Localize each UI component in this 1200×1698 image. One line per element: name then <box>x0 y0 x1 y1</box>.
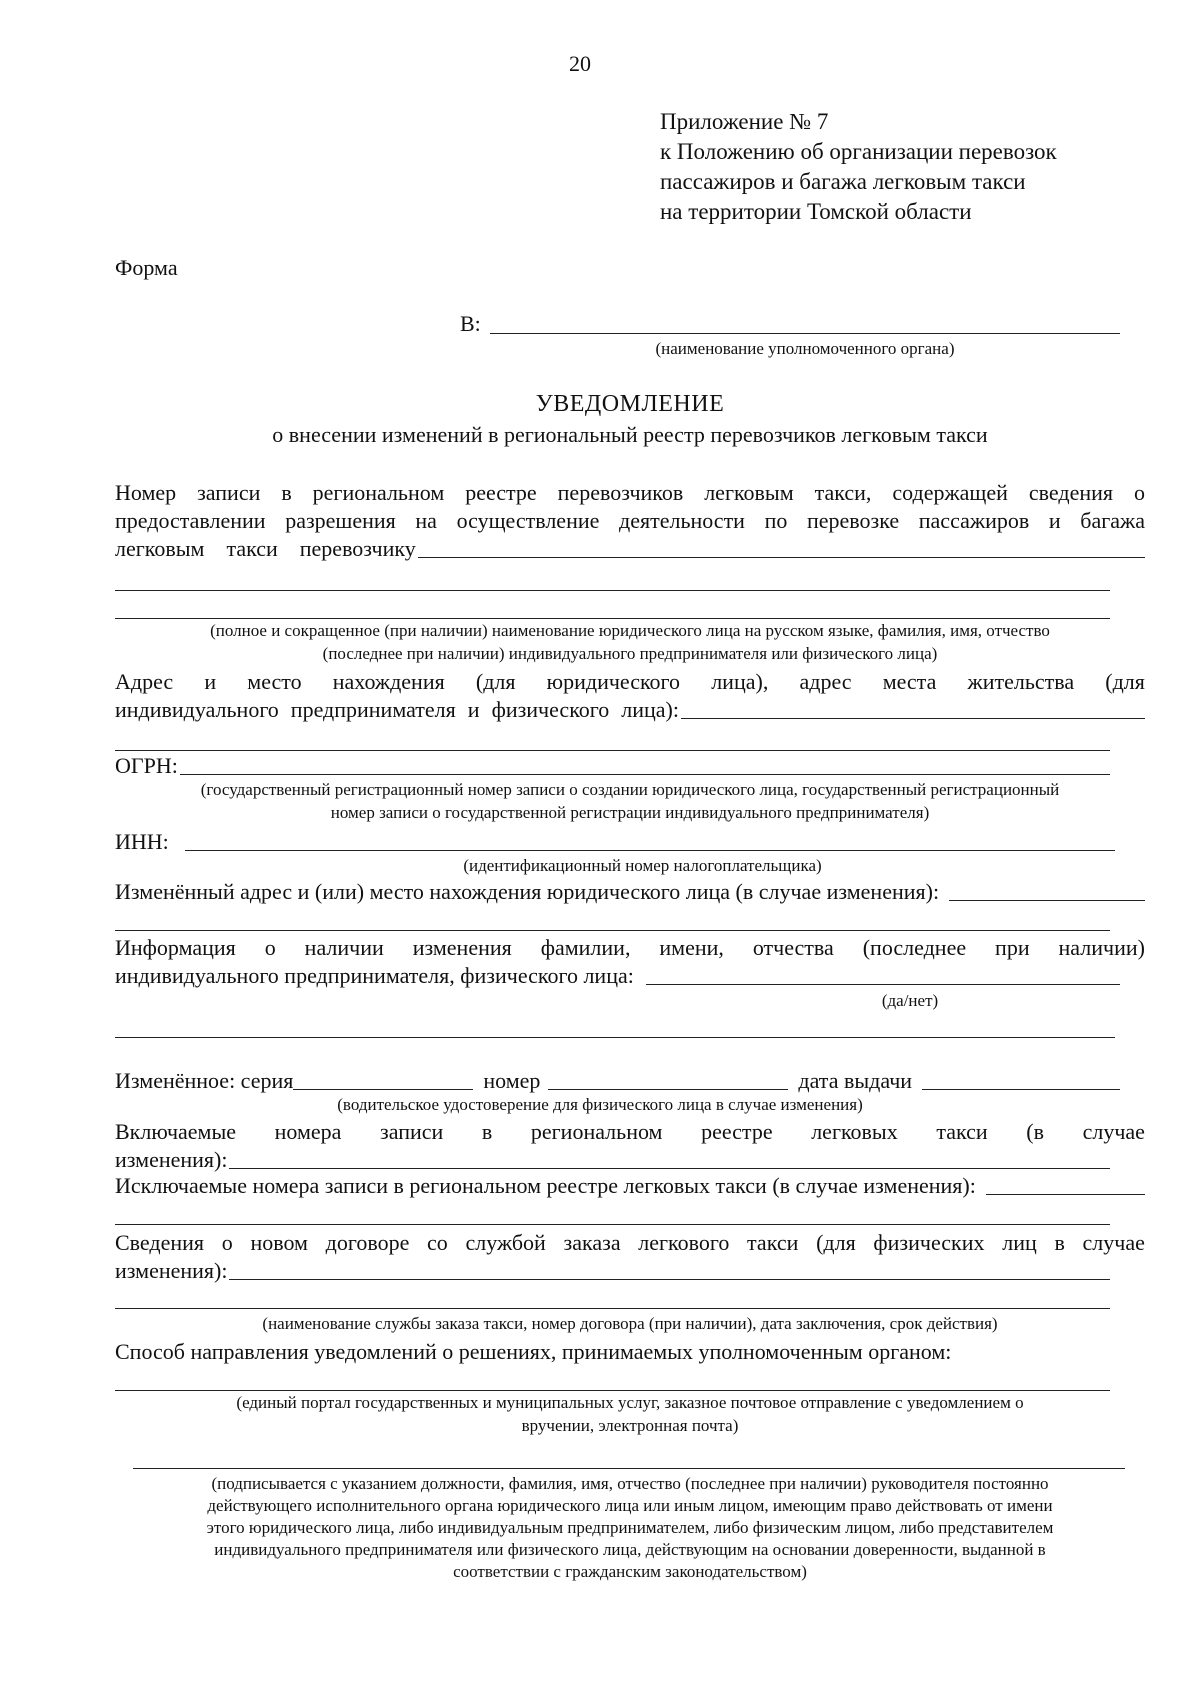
excluded-extra-line[interactable] <box>115 1224 1110 1225</box>
delivery-field-line[interactable] <box>115 1390 1110 1391</box>
address-field-row: индивидуального предпринимателя и физического лица): <box>115 699 1145 721</box>
appendix-line-2: к Положению об организации перевозок <box>660 139 1057 164</box>
delivery-caption-1: (единый портал государственных и муниципальных услуг, заказное почтовое отправление с уведомлением о <box>236 1393 1024 1412</box>
contract-row: изменения): <box>115 1260 1110 1282</box>
address-extra-line[interactable] <box>115 750 1110 751</box>
license-date-label: дата выдачи <box>798 1068 913 1093</box>
changed-address-row <box>115 881 1145 903</box>
signature-caption-4: индивидуального предпринимателя или физического лица, действующим на основании доверенности, выданной в <box>214 1540 1046 1559</box>
contract-caption: (наименование службы заказа такси, номер договора (при наличии), дата заключения, срок действия) <box>262 1314 998 1333</box>
document-title: УВЕДОМЛЕНИЕ <box>535 391 725 417</box>
record-number-line-1: Номер записи в региональном реестре перевозчиков легковым такси, содержащей сведения о <box>115 480 1145 505</box>
carrier-extra-line-2[interactable] <box>115 618 1110 619</box>
name-change-caption: (да/нет) <box>881 991 939 1010</box>
carrier-caption-1: (полное и сокращенное (при наличии) наименование юридического лица на русском языке, фамилия, имя, отчество <box>210 621 1050 640</box>
signature-caption-2: действующего исполнительного органа юридического лица или иным лицом, имеющим право действовать от имени <box>207 1496 1053 1515</box>
excluded-field-line[interactable] <box>986 1194 1145 1195</box>
delivery-caption-2: вручении, электронная почта) <box>521 1416 739 1435</box>
delivery-label: Способ направления уведомлений о решениях, принимаемых уполномоченным органом: <box>115 1339 952 1364</box>
license-caption: (водительское удостоверение для физического лица в случае изменения) <box>337 1095 863 1114</box>
license-row <box>115 1070 1120 1092</box>
inn-label: ИНН: <box>115 829 169 854</box>
appendix-line-3: пассажиров и багажа легковым такси <box>660 169 1026 194</box>
record-number-line-2: предоставлении разрешения на осуществление деятельности по перевозке пассажиров и багажа <box>115 508 1145 533</box>
ogrn-field-line[interactable] <box>180 774 1110 775</box>
contract-field-line[interactable] <box>229 1279 1110 1280</box>
license-series-label: Изменённое: серия <box>115 1068 294 1093</box>
signature-caption-3: этого юридического лица, либо индивидуальным предпринимателем, либо физическим лицом, либо представителем <box>206 1518 1054 1537</box>
document-subtitle: о внесении изменений в региональный реестр перевозчиков легковым такси <box>272 422 988 447</box>
name-change-line-1: Информация о наличии изменения фамилии, имени, отчества (последнее при наличии) <box>115 935 1145 960</box>
inn-field-row <box>115 831 1115 853</box>
recipient-field-line[interactable] <box>490 333 1120 334</box>
excluded-row <box>115 1175 1145 1197</box>
form-label: Форма <box>115 255 178 280</box>
carrier-extra-line-1[interactable] <box>115 590 1110 591</box>
address-field-line[interactable] <box>681 718 1145 719</box>
carrier-field-row: легковым такси перевозчику <box>115 538 1145 560</box>
signature-caption-1: (подписывается с указанием должности, фамилия, имя, отчество (последнее при наличии) руководителя постоянно <box>211 1474 1049 1493</box>
ogrn-field-row <box>115 755 1110 777</box>
contract-line-1: Сведения о новом договоре со службой заказа легкового такси (для физических лиц в случае <box>115 1230 1145 1255</box>
license-number-field[interactable] <box>548 1089 788 1090</box>
changed-address-line[interactable] <box>949 900 1145 901</box>
excluded-label: Исключаемые номера записи в региональном реестре легковых такси (в случае изменения): <box>115 1173 976 1198</box>
included-row: изменения): <box>115 1149 1110 1171</box>
carrier-caption-2: (последнее при наличии) индивидуального предпринимателя или физического лица) <box>322 644 938 663</box>
included-line-1: Включаемые номера записи в региональном реестре легковых такси (в случае <box>115 1119 1145 1144</box>
license-date-field[interactable] <box>922 1089 1120 1090</box>
ogrn-caption-1: (государственный регистрационный номер записи о создании юридического лица, государственный регистрационный <box>200 780 1060 799</box>
changed-address-extra-line[interactable] <box>115 930 1110 931</box>
inn-caption: (идентификационный номер налогоплательщика) <box>463 856 822 875</box>
name-change-field-line[interactable] <box>646 984 1120 985</box>
included-field-line[interactable] <box>229 1168 1110 1169</box>
recipient-caption: (наименование уполномоченного органа) <box>655 339 955 358</box>
signature-line[interactable] <box>133 1468 1125 1469</box>
signature-caption-5: соответствии с гражданским законодательством) <box>453 1562 807 1581</box>
address-line-1: Адрес и место нахождения (для юридического лица), адрес места жительства (для <box>115 669 1145 694</box>
appendix-line-1: Приложение № 7 <box>660 109 829 134</box>
ogrn-label: ОГРН: <box>115 753 178 778</box>
name-change-row: индивидуального предпринимателя, физического лица: <box>115 965 1120 987</box>
contract-extra-line[interactable] <box>115 1308 1110 1309</box>
name-change-extra-line[interactable] <box>115 1037 1115 1038</box>
appendix-line-4: на территории Томской области <box>660 199 972 224</box>
carrier-field-line[interactable] <box>418 557 1145 558</box>
license-number-label: номер <box>483 1068 541 1093</box>
ogrn-caption-2: номер записи о государственной регистрации индивидуального предпринимателя) <box>330 803 930 822</box>
to-label: В: <box>460 311 481 336</box>
inn-field-line[interactable] <box>185 850 1115 851</box>
page-number: 20 <box>569 51 591 76</box>
license-series-field[interactable] <box>293 1089 473 1090</box>
changed-address-label: Изменённый адрес и (или) место нахождения юридического лица (в случае изменения): <box>115 879 940 904</box>
